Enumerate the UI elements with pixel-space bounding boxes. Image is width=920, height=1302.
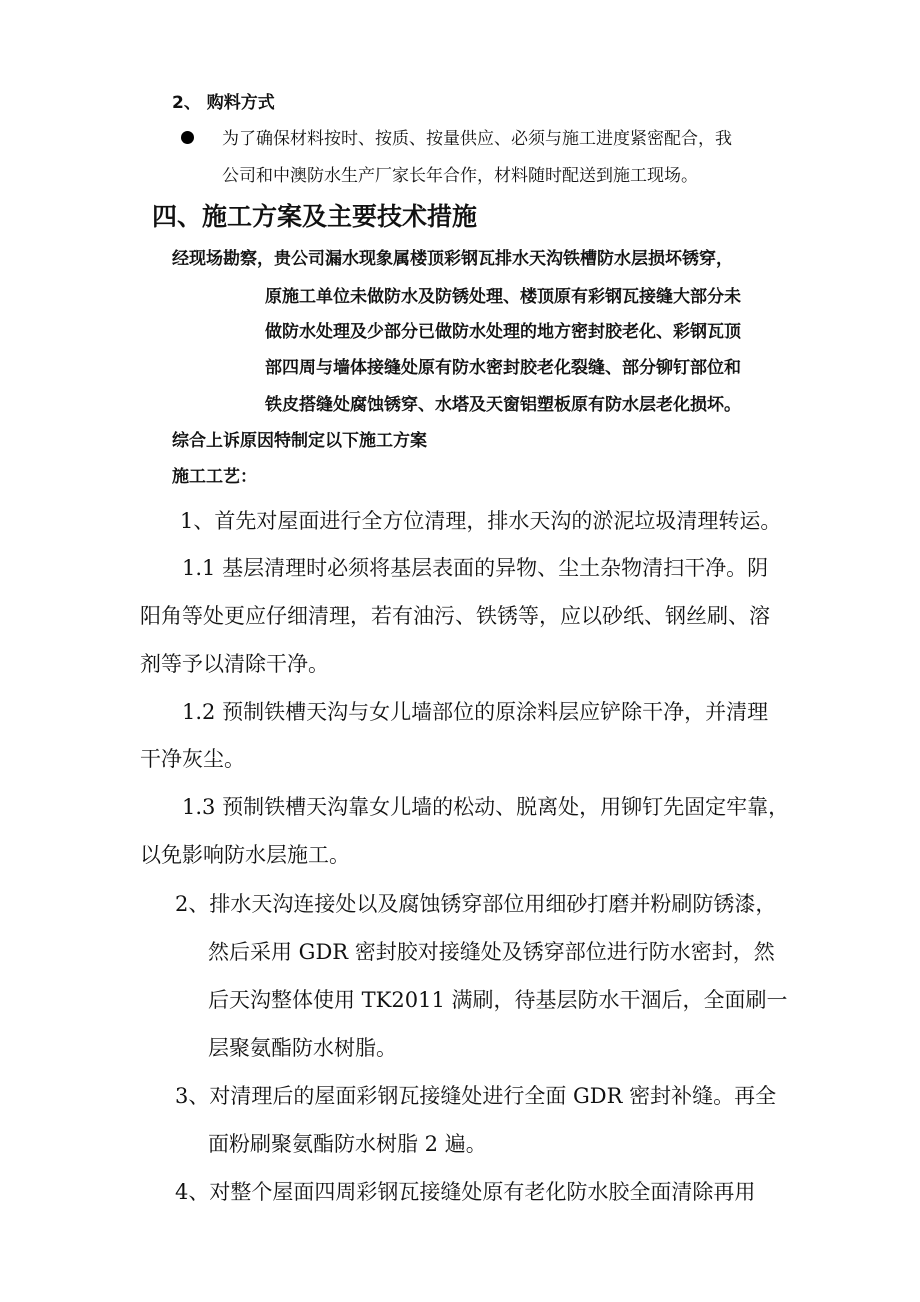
survey-line-5: 铁皮搭缝处腐蚀锈穿、水塔及天窗铝塑板原有防水层老化损坏。 bbox=[265, 395, 741, 415]
step-2-line-4: 层聚氨酯防水树脂。 bbox=[208, 1036, 397, 1060]
step-1-1-line-2: 阳角等处更应仔细清理，若有油污、铁锈等，应以砂纸、钢丝刷、溶 bbox=[140, 604, 770, 628]
step-2-line-3: 后天沟整体使用 TK2011 满刷，待基层防水干涸后，全面刷一 bbox=[208, 988, 788, 1012]
survey-line-3: 做防水处理及少部分已做防水处理的地方密封胶老化、彩钢瓦顶 bbox=[265, 322, 741, 342]
purchase-bullet-line-1: 为了确保材料按时、按质、按量供应、必须与施工进度紧密配合，我 bbox=[222, 129, 732, 149]
plan-summary: 综合上诉原因特制定以下施工方案 bbox=[172, 431, 427, 451]
step-1-2-line-1: 1.2 预制铁槽天沟与女儿墙部位的原涂料层应铲除干净，并清理 bbox=[182, 700, 769, 724]
plan-heading: 四、施工方案及主要技术措施 bbox=[152, 202, 478, 231]
step-1-2-line-2: 干净灰尘。 bbox=[140, 747, 245, 771]
survey-line-2: 原施工单位未做防水及防锈处理、楼顶原有彩钢瓦接缝大部分未 bbox=[265, 287, 741, 307]
purchase-section-title: 2、 购料方式 bbox=[172, 93, 275, 113]
step-1-1-line-3: 剂等予以清除干净。 bbox=[140, 652, 329, 676]
step-2-line-1: 2、排水天沟连接处以及腐蚀锈穿部位用细砂打磨并粉刷防锈漆， bbox=[175, 892, 777, 916]
step-2-line-2: 然后采用 GDR 密封胶对接缝处及锈穿部位进行防水密封，然 bbox=[208, 940, 775, 964]
step-3-line-2: 面粉刷聚氨酯防水树脂 2 遍。 bbox=[208, 1132, 487, 1156]
step-4-line-1: 4、对整个屋面四周彩钢瓦接缝处原有老化防水胶全面清除再用 bbox=[175, 1180, 756, 1204]
step-1-3-line-2: 以免影响防水层施工。 bbox=[140, 843, 350, 867]
step-1: 1、首先对屋面进行全方位清理，排水天沟的淤泥垃圾清理转运。 bbox=[180, 509, 782, 533]
process-label: 施工工艺： bbox=[172, 467, 257, 487]
survey-line-1: 经现场勘察，贵公司漏水现象属楼顶彩钢瓦排水天沟铁槽防水层损坏锈穿， bbox=[172, 249, 733, 269]
bullet-dot-icon bbox=[181, 131, 194, 144]
survey-line-4: 部四周与墙体接缝处原有防水密封胶老化裂缝、部分铆钉部位和 bbox=[265, 358, 741, 378]
step-3-line-1: 3、对清理后的屋面彩钢瓦接缝处进行全面 GDR 密封补缝。再全 bbox=[175, 1084, 777, 1108]
purchase-bullet-line-2: 公司和中澳防水生产厂家长年合作，材料随时配送到施工现场。 bbox=[222, 166, 698, 186]
step-1-3-line-1: 1.3 预制铁槽天沟靠女儿墙的松动、脱离处，用铆钉先固定牢靠， bbox=[182, 795, 790, 819]
step-1-1-line-1: 1.1 基层清理时必须将基层表面的异物、尘土杂物清扫干净。阴 bbox=[182, 556, 769, 580]
